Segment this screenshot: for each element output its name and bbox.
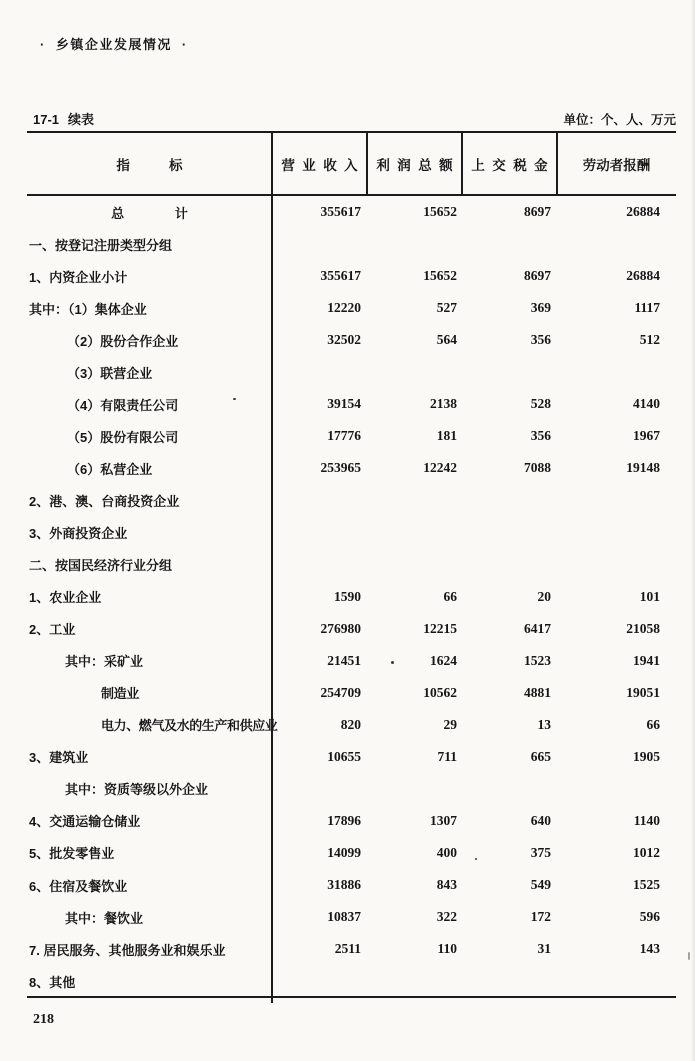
value-cell: 15652: [423, 268, 457, 284]
page-number: 218: [33, 1012, 54, 1027]
table-row: [27, 388, 676, 420]
table-row: [27, 805, 676, 837]
value-cell: 17896: [327, 812, 361, 828]
table-row: [27, 677, 676, 709]
value-cell: 400: [436, 844, 457, 860]
value-cell: 1967: [633, 428, 660, 444]
value-cell: 4140: [633, 396, 660, 412]
value-cell: 1117: [634, 300, 660, 316]
running-header: [30, 34, 198, 53]
table-body: [27, 196, 676, 997]
value-cell: 143: [639, 941, 660, 957]
row-label: 3、外商投资企业: [29, 525, 128, 541]
table-row: [27, 773, 676, 805]
table-row: [27, 228, 676, 260]
row-label: 8、其他: [29, 974, 76, 990]
value-cell: 21058: [626, 620, 660, 636]
value-cell: 101: [639, 588, 660, 604]
value-cell: 640: [530, 812, 551, 828]
row-label: 3、建筑业: [29, 750, 89, 766]
value-cell: 596: [639, 909, 660, 925]
value-cell: 254709: [320, 684, 361, 700]
value-cell: 528: [530, 396, 551, 412]
value-cell: 356: [530, 332, 551, 348]
table-row: [27, 420, 676, 452]
value-cell: 711: [437, 748, 457, 764]
value-cell: 39154: [327, 396, 361, 412]
row-label: 总计: [111, 205, 239, 221]
value-cell: 355617: [320, 268, 361, 284]
table-row: [27, 901, 676, 933]
value-cell: 31: [537, 941, 551, 957]
scan-speck: [475, 858, 477, 860]
row-label: （6）私营企业: [67, 461, 153, 477]
row-label: 2、港、澳、台商投资企业: [29, 493, 180, 509]
row-label: 其中：资质等级以外企业: [65, 782, 209, 798]
row-label: 二、按国民经济行业分组: [29, 558, 173, 574]
row-label: 其中：（1）集体企业: [29, 301, 147, 317]
table-row: [27, 292, 676, 324]
value-cell: 8697: [524, 268, 551, 284]
value-cell: 527: [436, 300, 457, 316]
value-cell: 12242: [423, 460, 457, 476]
value-cell: 12215: [423, 620, 457, 636]
header-dot-right: ·: [181, 37, 188, 52]
scan-gutter-shadow: [691, 0, 695, 1061]
table-row: [27, 645, 676, 677]
value-cell: 19148: [626, 460, 660, 476]
value-cell: 4881: [524, 684, 551, 700]
row-label: 制造业: [101, 686, 139, 702]
scan-speck: [391, 661, 394, 664]
row-label: 1、农业企业: [29, 590, 102, 606]
column-header-taxes-paid: 上交税金: [471, 157, 556, 173]
value-cell: 375: [530, 844, 551, 860]
value-cell: 276980: [320, 620, 361, 636]
value-cell: 1525: [633, 877, 660, 892]
value-cell: 820: [340, 716, 361, 732]
table-continued-label: 续表: [68, 112, 95, 127]
value-cell: 6417: [524, 620, 551, 636]
scan-speck: [688, 952, 690, 960]
value-cell: 322: [436, 909, 457, 925]
value-cell: 15652: [423, 204, 457, 220]
value-cell: 13: [537, 716, 551, 732]
value-cell: 66: [646, 716, 660, 732]
row-label: 一、按登记注册类型分组: [29, 237, 173, 253]
value-cell: 1941: [633, 652, 660, 668]
value-cell: 1523: [524, 652, 551, 668]
table-code: 17-1: [33, 112, 60, 127]
row-label: 4、交通运输仓储业: [29, 814, 141, 830]
value-cell: 355617: [320, 204, 361, 220]
value-cell: 843: [436, 877, 457, 892]
column-header-total-profit: 利润总额: [376, 157, 461, 173]
table-number: [33, 109, 94, 128]
value-cell: 1307: [430, 812, 457, 828]
value-cell: 12220: [327, 300, 361, 316]
value-cell: 549: [530, 877, 551, 892]
value-cell: 665: [530, 748, 551, 764]
table-row: [27, 965, 676, 997]
table-row: [27, 516, 676, 548]
table-row: [27, 613, 676, 645]
table-row: [27, 581, 676, 613]
row-label: 其中：采矿业: [65, 654, 144, 670]
value-cell: 369: [530, 300, 551, 316]
value-cell: 26884: [626, 204, 660, 220]
running-header-title: 乡镇企业发展情况: [55, 37, 172, 52]
row-label: 5、批发零售业: [29, 846, 115, 862]
row-label: 2、工业: [29, 622, 76, 638]
value-cell: 17776: [327, 428, 361, 444]
value-cell: 356: [530, 428, 551, 444]
value-cell: 2138: [430, 396, 457, 412]
value-cell: 31886: [327, 877, 361, 892]
table-row: [27, 869, 676, 901]
table-row: [27, 484, 676, 516]
value-cell: 10837: [327, 909, 361, 925]
value-cell: 564: [436, 332, 457, 348]
value-cell: 14099: [327, 844, 361, 860]
row-label: 电力、燃气及水的生产和供应业: [101, 718, 278, 734]
row-label: （3）联营企业: [67, 365, 153, 381]
value-cell: 253965: [320, 460, 361, 476]
table-row: [27, 837, 676, 869]
table-row: [27, 260, 676, 292]
table-row: [27, 356, 676, 388]
row-label: 其中：餐饮业: [65, 910, 144, 926]
table-row: [27, 324, 676, 356]
column-header-operating-revenue: 营业收入: [281, 157, 366, 173]
value-cell: 8697: [524, 204, 551, 220]
column-header-indicator: 指标: [116, 157, 222, 173]
table-row: [27, 549, 676, 581]
row-label: （4）有限责任公司: [67, 397, 179, 413]
value-cell: 29: [443, 716, 457, 732]
value-cell: 20: [537, 588, 551, 604]
value-cell: 19051: [626, 684, 660, 700]
value-cell: 181: [436, 428, 457, 444]
scan-speck: [233, 398, 236, 400]
value-cell: 26884: [626, 268, 660, 284]
value-cell: 1624: [430, 652, 457, 668]
table-row: [27, 709, 676, 741]
table-row: [27, 452, 676, 484]
table-row: [27, 933, 676, 965]
value-cell: 21451: [327, 652, 361, 668]
value-cell: 1012: [633, 844, 660, 860]
value-cell: 512: [639, 332, 660, 348]
column-header-worker-pay: 劳动者报酬: [582, 157, 651, 173]
value-cell: 2511: [334, 941, 361, 957]
row-label: （5）股份有限公司: [67, 429, 179, 445]
value-cell: 66: [443, 588, 457, 604]
table-row: [27, 196, 676, 228]
header-dot-left: ·: [40, 37, 46, 52]
value-cell: 10562: [423, 684, 457, 700]
value-cell: 172: [530, 909, 551, 925]
value-cell: 1140: [633, 812, 660, 828]
value-cell: 7088: [524, 460, 551, 476]
table-row: [27, 741, 676, 773]
value-cell: 10655: [327, 748, 361, 764]
value-cell: 1905: [633, 748, 660, 764]
value-cell: 32502: [327, 332, 361, 348]
unit-label: 单位：个、人、万元: [563, 113, 676, 127]
row-label: 7. 居民服务、其他服务业和娱乐业: [29, 942, 226, 958]
row-label: 6、住宿及餐饮业: [29, 878, 128, 894]
table-header-row: [27, 133, 676, 194]
value-cell: 110: [437, 941, 457, 957]
value-cell: 1590: [334, 588, 361, 604]
row-label: （2）股份合作企业: [67, 333, 179, 349]
row-label: 1、内资企业小计: [29, 269, 128, 285]
